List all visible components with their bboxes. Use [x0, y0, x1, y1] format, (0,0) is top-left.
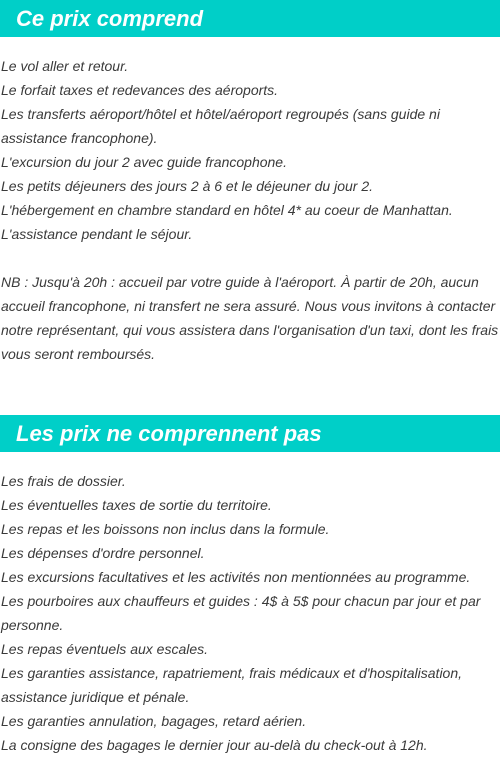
included-list: [1, 54, 500, 246]
excluded-item: Les dépenses d'ordre personnel.: [1, 545, 205, 561]
excluded-title: Les prix ne comprennent pas: [16, 421, 322, 446]
included-title: Ce prix comprend: [16, 6, 204, 31]
included-item: Les transferts aéroport/hôtel et hôtel/aéroport regroupés (sans guide ni assistance francophone).: [1, 106, 440, 146]
excluded-item: Les excursions facultatives et les activités non mentionnées au programme.: [1, 569, 471, 585]
included-item: Les petits déjeuners des jours 2 à 6 et le déjeuner du jour 2.: [1, 178, 374, 194]
airport-arrival-note: NB : Jusqu'à 20h : accueil par votre guide à l'aéroport. À partir de 20h, aucun accueil francophone, ni transfert ne sera assuré. Nous vous invitons à contacter notre représentant, qui vous assistera dans l'organisation d'un taxi, dont les frais vous seront remboursés.: [1, 274, 499, 362]
excluded-item: Les repas éventuels aux escales.: [1, 641, 209, 657]
included-item: L'hébergement en chambre standard en hôtel 4* au coeur de Manhattan.: [1, 202, 453, 218]
excluded-item: Les frais de dossier.: [1, 473, 126, 489]
excluded-section-header: [0, 415, 500, 452]
excluded-item: Les garanties annulation, bagages, retard aérien.: [1, 713, 307, 729]
excluded-list: [1, 469, 500, 757]
excluded-item: Les garanties assistance, rapatriement, frais médicaux et d'hospitalisation, assistance juridique et pénale.: [1, 665, 463, 705]
included-item: Le forfait taxes et redevances des aéroports.: [1, 82, 279, 98]
included-item: Le vol aller et retour.: [1, 58, 129, 74]
excluded-item: La consigne des bagages le dernier jour au-delà du check-out à 12h.: [1, 737, 428, 753]
excluded-item: Les éventuelles taxes de sortie du territoire.: [1, 497, 272, 513]
included-item: L'assistance pendant le séjour.: [1, 226, 193, 242]
excluded-item: Les pourboires aux chauffeurs et guides : 4$ à 5$ pour chacun par jour et par personne.: [1, 593, 481, 633]
excluded-item: Les repas et les boissons non inclus dans la formule.: [1, 521, 330, 537]
included-item: L'excursion du jour 2 avec guide francophone.: [1, 154, 287, 170]
included-section-header: [0, 0, 500, 37]
